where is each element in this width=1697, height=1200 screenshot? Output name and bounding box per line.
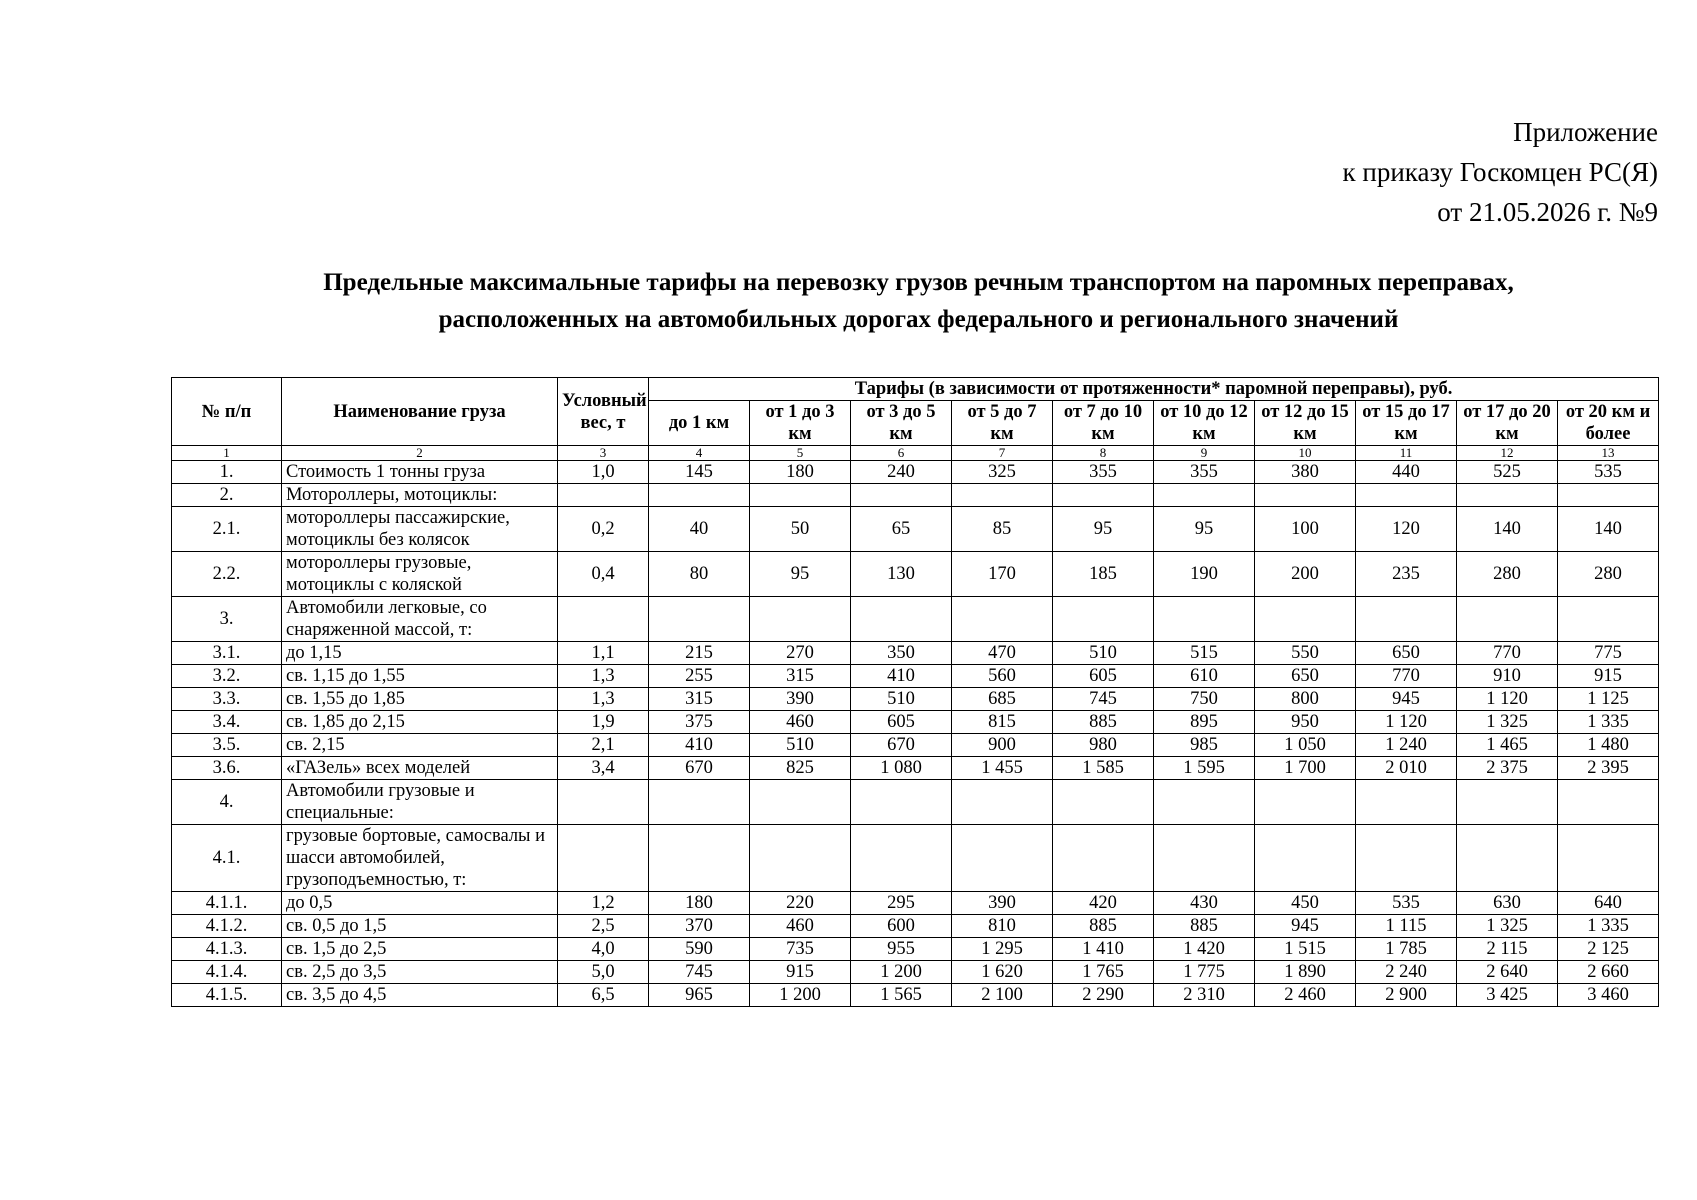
tariff-value: 1 410 [1053,938,1154,961]
tariff-value: 1 700 [1255,757,1356,780]
tariff-value: 885 [1053,915,1154,938]
tariff-value: 1 335 [1558,915,1659,938]
conditional-weight: 2,5 [558,915,649,938]
conditional-weight: 2,1 [558,734,649,757]
tariff-value [1558,484,1659,507]
tariff-value: 825 [750,757,851,780]
tariff-value: 1 890 [1255,961,1356,984]
tariff-value: 1 775 [1154,961,1255,984]
table-row [172,552,1659,597]
annex-block [1343,112,1659,232]
conditional-weight: 6,5 [558,984,649,1007]
tariff-value [851,484,952,507]
tariff-value [750,597,851,642]
tariff-value [1154,825,1255,892]
tariff-value: 1 240 [1356,734,1457,757]
annex-title: Приложение [1513,117,1658,147]
row-number: 3.3. [172,688,282,711]
tariff-value: 980 [1053,734,1154,757]
tariff-value [952,597,1053,642]
tariff-value: 1 765 [1053,961,1154,984]
conditional-weight: 1,0 [558,461,649,484]
tariff-value [1356,484,1457,507]
tariff-value: 895 [1154,711,1255,734]
header-distance: от 5 до 7 км [952,401,1053,446]
column-index: 11 [1356,446,1457,461]
tariff-value [1457,780,1558,825]
tariff-value: 350 [851,642,952,665]
tariff-value: 950 [1255,711,1356,734]
tariff-value: 255 [649,665,750,688]
tariff-value: 1 325 [1457,711,1558,734]
tariff-value: 120 [1356,507,1457,552]
tariff-value [1053,780,1154,825]
table-row [172,688,1659,711]
tariff-value: 2 010 [1356,757,1457,780]
tariff-value: 915 [750,961,851,984]
cargo-name: Стоимость 1 тонны груза [282,461,558,484]
table-row [172,461,1659,484]
tariff-value: 535 [1356,892,1457,915]
tariff-value: 515 [1154,642,1255,665]
tariff-value [1255,825,1356,892]
table-row [172,984,1659,1007]
tariff-value [952,825,1053,892]
conditional-weight: 1,2 [558,892,649,915]
tariff-value: 1 420 [1154,938,1255,961]
cargo-name: до 0,5 [282,892,558,915]
tariff-value: 140 [1457,507,1558,552]
tariff-value [1558,825,1659,892]
column-index: 13 [1558,446,1659,461]
tariff-value: 315 [750,665,851,688]
tariff-value: 170 [952,552,1053,597]
header-distance: от 15 до 17 км [1356,401,1457,446]
tariff-value: 50 [750,507,851,552]
tariff-value: 1 335 [1558,711,1659,734]
tariff-value [750,780,851,825]
tariff-value: 800 [1255,688,1356,711]
tariff-value: 1 620 [952,961,1053,984]
tariff-value: 735 [750,938,851,961]
tariff-value: 235 [1356,552,1457,597]
tariff-value [1558,780,1659,825]
tariff-value: 550 [1255,642,1356,665]
tariff-value: 3 460 [1558,984,1659,1007]
tariff-value: 295 [851,892,952,915]
tariff-value: 770 [1457,642,1558,665]
tariff-value: 3 425 [1457,984,1558,1007]
tariff-value [1154,597,1255,642]
tariff-value: 410 [649,734,750,757]
header-distance: от 12 до 15 км [1255,401,1356,446]
tariff-value: 750 [1154,688,1255,711]
tariff-value: 1 325 [1457,915,1558,938]
tariff-value: 900 [952,734,1053,757]
header-distance: от 20 км и более [1558,401,1659,446]
tariff-value: 745 [649,961,750,984]
tariff-value [1053,484,1154,507]
tariff-value [1255,484,1356,507]
tariff-value: 355 [1154,461,1255,484]
tariff-value: 2 100 [952,984,1053,1007]
row-number: 2.2. [172,552,282,597]
column-index: 10 [1255,446,1356,461]
row-number: 4.1.4. [172,961,282,984]
document-title-line-1: Предельные максимальные тарифы на перевозку грузов речным транспортом на паромных переправах, [323,269,1514,296]
cargo-name: св. 1,85 до 2,15 [282,711,558,734]
tariff-value: 1 515 [1255,938,1356,961]
tariff-value: 95 [1053,507,1154,552]
tariff-value: 510 [750,734,851,757]
table-row [172,938,1659,961]
tariff-value [952,780,1053,825]
tariff-value: 985 [1154,734,1255,757]
tariff-value [1154,484,1255,507]
table-row [172,484,1659,507]
tariff-value: 100 [1255,507,1356,552]
tariff-value: 80 [649,552,750,597]
column-index: 1 [172,446,282,461]
tariff-value: 685 [952,688,1053,711]
tariff-value: 2 640 [1457,961,1558,984]
column-index: 7 [952,446,1053,461]
cargo-name: св. 2,5 до 3,5 [282,961,558,984]
tariff-value: 2 395 [1558,757,1659,780]
tariff-value: 590 [649,938,750,961]
tariff-value: 1 785 [1356,938,1457,961]
column-index: 9 [1154,446,1255,461]
tariff-value: 955 [851,938,952,961]
cargo-name: Автомобили легковые, со снаряженной массой, т: [282,597,558,642]
column-index: 12 [1457,446,1558,461]
tariff-value: 130 [851,552,952,597]
tariff-value: 430 [1154,892,1255,915]
tariff-value: 605 [1053,665,1154,688]
tariff-value: 560 [952,665,1053,688]
tariff-value: 460 [750,711,851,734]
tariff-value [1053,825,1154,892]
tariff-value: 315 [649,688,750,711]
tariff-value: 280 [1558,552,1659,597]
tariff-value [1457,484,1558,507]
tariff-value: 650 [1255,665,1356,688]
column-index: 3 [558,446,649,461]
tariff-value [1558,597,1659,642]
column-index: 5 [750,446,851,461]
tariff-value: 600 [851,915,952,938]
column-index: 6 [851,446,952,461]
tariff-value [649,780,750,825]
row-number: 4. [172,780,282,825]
tariff-value: 1 455 [952,757,1053,780]
column-index: 8 [1053,446,1154,461]
cargo-name: мотороллеры грузовые, мотоциклы с коляской [282,552,558,597]
table-row [172,642,1659,665]
tariff-value: 745 [1053,688,1154,711]
tariff-value: 2 240 [1356,961,1457,984]
row-number: 3.4. [172,711,282,734]
header-distance: до 1 км [649,401,750,446]
row-number: 2.1. [172,507,282,552]
tariff-value: 85 [952,507,1053,552]
annex-order-date: от 21.05.2026 г. №9 [1437,197,1658,227]
table-row [172,915,1659,938]
header-tariffs-group: Тарифы (в зависимости от протяженности* паромной переправы), руб. [649,378,1659,401]
conditional-weight [558,484,649,507]
row-number: 3.1. [172,642,282,665]
tariff-value: 2 290 [1053,984,1154,1007]
cargo-name: грузовые бортовые, самосвалы и шасси автомобилей, грузоподъемностью, т: [282,825,558,892]
tariff-value: 510 [1053,642,1154,665]
tariffs-table-body [172,446,1659,1007]
tariff-value: 460 [750,915,851,938]
tariff-value: 2 660 [1558,961,1659,984]
tariff-value [649,825,750,892]
tariff-value: 390 [750,688,851,711]
tariff-value [851,780,952,825]
conditional-weight: 1,9 [558,711,649,734]
cargo-name: св. 3,5 до 4,5 [282,984,558,1007]
tariff-value: 180 [649,892,750,915]
tariff-value: 200 [1255,552,1356,597]
cargo-name: «ГАЗель» всех моделей [282,757,558,780]
tariff-value: 95 [1154,507,1255,552]
tariff-value: 910 [1457,665,1558,688]
tariff-value: 640 [1558,892,1659,915]
cargo-name: св. 1,5 до 2,5 [282,938,558,961]
tariff-value: 1 120 [1457,688,1558,711]
conditional-weight [558,597,649,642]
tariff-value: 2 460 [1255,984,1356,1007]
conditional-weight: 3,4 [558,757,649,780]
tariff-value: 1 125 [1558,688,1659,711]
table-row [172,665,1659,688]
table-row [172,597,1659,642]
tariff-value: 815 [952,711,1053,734]
tariff-value: 770 [1356,665,1457,688]
tariff-value: 885 [1053,711,1154,734]
table-row [172,825,1659,892]
tariff-value: 325 [952,461,1053,484]
column-index-row [172,446,1659,461]
row-number: 4.1.3. [172,938,282,961]
tariff-value [1255,597,1356,642]
tariff-value [1053,597,1154,642]
tariff-value: 670 [649,757,750,780]
tariff-value: 450 [1255,892,1356,915]
tariff-value: 390 [952,892,1053,915]
header-distance: от 1 до 3 км [750,401,851,446]
tariff-value [851,825,952,892]
tariff-value: 375 [649,711,750,734]
tariff-value: 525 [1457,461,1558,484]
cargo-name: св. 1,15 до 1,55 [282,665,558,688]
tariff-value: 145 [649,461,750,484]
row-number: 3.2. [172,665,282,688]
tariff-value: 370 [649,915,750,938]
tariff-value: 610 [1154,665,1255,688]
tariff-value [1457,825,1558,892]
tariff-value: 220 [750,892,851,915]
tariff-value: 945 [1356,688,1457,711]
tariff-value: 630 [1457,892,1558,915]
tariff-value: 190 [1154,552,1255,597]
header-weight: Условный вес, т [558,378,649,446]
header-distance: от 10 до 12 км [1154,401,1255,446]
tariff-value: 355 [1053,461,1154,484]
tariff-value [1356,825,1457,892]
cargo-name: Автомобили грузовые и специальные: [282,780,558,825]
tariff-value: 915 [1558,665,1659,688]
annex-order-ref: к приказу Госкомцен РС(Я) [1342,157,1658,187]
tariff-value: 965 [649,984,750,1007]
table-row [172,757,1659,780]
table-row [172,780,1659,825]
conditional-weight: 0,2 [558,507,649,552]
tariff-value: 240 [851,461,952,484]
tariff-value [649,597,750,642]
column-index: 2 [282,446,558,461]
tariff-value: 775 [1558,642,1659,665]
tariff-value: 1 200 [750,984,851,1007]
cargo-name: св. 2,15 [282,734,558,757]
row-number: 4.1. [172,825,282,892]
tariffs-table [171,377,1659,1007]
row-number: 4.1.1. [172,892,282,915]
tariff-value: 670 [851,734,952,757]
cargo-name: Мотороллеры, мотоциклы: [282,484,558,507]
tariff-value: 650 [1356,642,1457,665]
tariff-value: 1 480 [1558,734,1659,757]
cargo-name: мотороллеры пассажирские, мотоциклы без колясок [282,507,558,552]
tariff-value: 410 [851,665,952,688]
tariff-value: 180 [750,461,851,484]
tariff-value: 140 [1558,507,1659,552]
conditional-weight: 5,0 [558,961,649,984]
tariff-value: 215 [649,642,750,665]
tariff-value: 280 [1457,552,1558,597]
header-distance: от 7 до 10 км [1053,401,1154,446]
header-distance: от 17 до 20 км [1457,401,1558,446]
tariff-value [952,484,1053,507]
tariff-value: 510 [851,688,952,711]
tariff-value [1255,780,1356,825]
conditional-weight: 1,3 [558,688,649,711]
table-row [172,892,1659,915]
header-num: № п/п [172,378,282,446]
tariff-value: 1 200 [851,961,952,984]
tariff-value [750,825,851,892]
header-distance: от 3 до 5 км [851,401,952,446]
row-number: 3.6. [172,757,282,780]
row-number: 4.1.5. [172,984,282,1007]
table-row [172,507,1659,552]
tariff-value: 605 [851,711,952,734]
tariff-value: 1 585 [1053,757,1154,780]
tariff-value [649,484,750,507]
tariff-value: 270 [750,642,851,665]
tariff-value: 2 115 [1457,938,1558,961]
tariff-value: 2 125 [1558,938,1659,961]
conditional-weight: 1,3 [558,665,649,688]
tariff-value: 1 565 [851,984,952,1007]
tariff-value: 1 080 [851,757,952,780]
tariff-value [1356,780,1457,825]
header-row-1 [172,378,1659,401]
tariff-value: 1 050 [1255,734,1356,757]
tariff-value: 380 [1255,461,1356,484]
tariff-value: 2 900 [1356,984,1457,1007]
tariff-value: 1 295 [952,938,1053,961]
row-number: 1. [172,461,282,484]
tariff-value: 1 120 [1356,711,1457,734]
tariff-value: 185 [1053,552,1154,597]
tariff-value: 885 [1154,915,1255,938]
row-number: 3. [172,597,282,642]
table-row [172,711,1659,734]
row-number: 4.1.2. [172,915,282,938]
tariff-value: 440 [1356,461,1457,484]
tariff-value: 2 375 [1457,757,1558,780]
tariff-value [750,484,851,507]
column-index: 4 [649,446,750,461]
row-number: 2. [172,484,282,507]
tariff-value [851,597,952,642]
conditional-weight: 4,0 [558,938,649,961]
tariff-value: 65 [851,507,952,552]
tariff-value: 810 [952,915,1053,938]
table-row [172,734,1659,757]
tariff-value: 420 [1053,892,1154,915]
tariff-value: 95 [750,552,851,597]
cargo-name: св. 0,5 до 1,5 [282,915,558,938]
tariff-value [1356,597,1457,642]
tariff-value: 1 465 [1457,734,1558,757]
tariff-value [1154,780,1255,825]
document-title [170,264,1667,338]
tariff-value: 1 595 [1154,757,1255,780]
conditional-weight [558,780,649,825]
tariff-value [1457,597,1558,642]
tariff-value: 945 [1255,915,1356,938]
tariff-value: 470 [952,642,1053,665]
tariff-value: 40 [649,507,750,552]
document-title-line-2: расположенных на автомобильных дорогах федерального и регионального значений [438,306,1399,333]
header-name: Наименование груза [282,378,558,446]
tariff-value: 2 310 [1154,984,1255,1007]
conditional-weight: 0,4 [558,552,649,597]
row-number: 3.5. [172,734,282,757]
table-row [172,961,1659,984]
cargo-name: до 1,15 [282,642,558,665]
tariff-value: 535 [1558,461,1659,484]
tariff-value: 1 115 [1356,915,1457,938]
cargo-name: св. 1,55 до 1,85 [282,688,558,711]
conditional-weight [558,825,649,892]
conditional-weight: 1,1 [558,642,649,665]
